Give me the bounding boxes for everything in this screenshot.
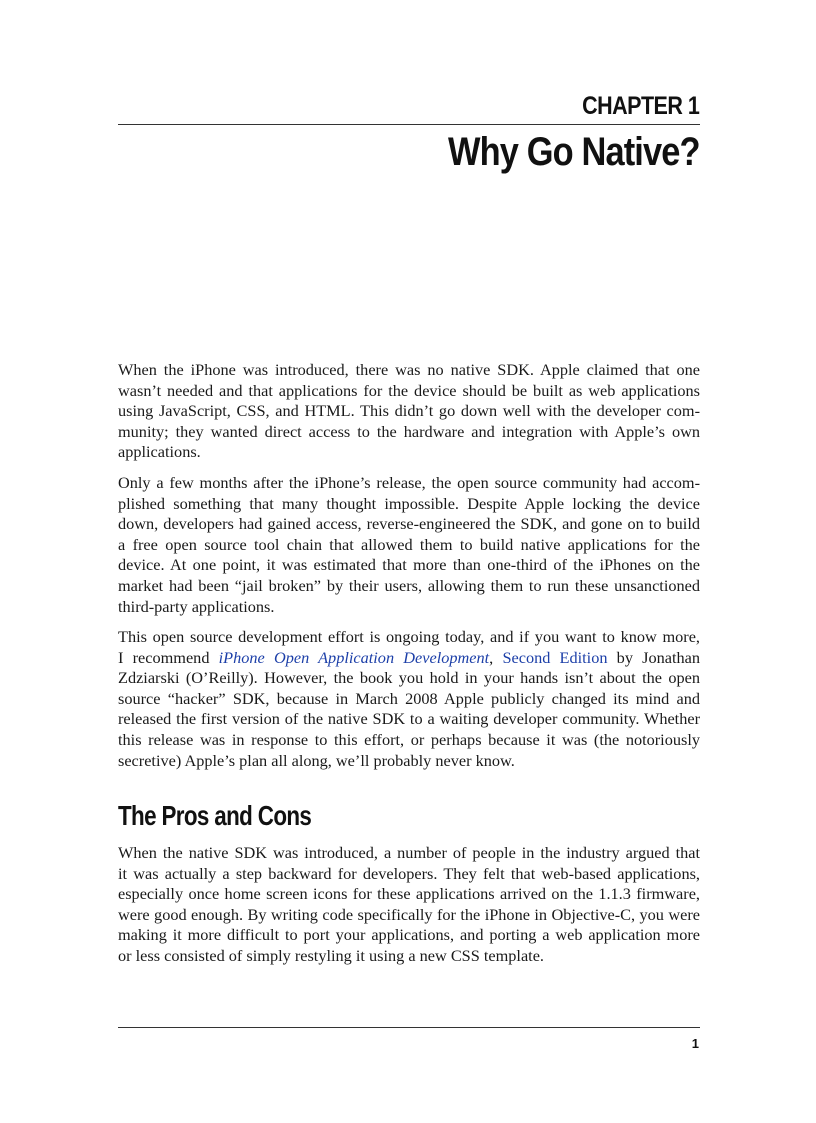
text-line: this release was in response to this effort, or perhaps because it was (the notoriously: [118, 729, 700, 749]
text-line: down, developers had gained access, reverse-engineered the SDK, and gone on to build: [118, 514, 700, 534]
text-line: This open source development effort is ongoing today, and if you want to know more,: [118, 627, 700, 646]
text-fragment: I recommend: [118, 647, 219, 667]
chapter-title: Why Go Native?: [448, 130, 700, 174]
text-line: third-party applications.: [118, 596, 275, 616]
section-heading: The Pros and Cons: [118, 800, 312, 831]
page-number: 1: [691, 1036, 699, 1051]
text-line: source “hacker” SDK, because in March 2008 Apple publicly changed its mind and: [118, 688, 700, 708]
paragraph-pros-cons: [118, 843, 700, 967]
text-line: it was actually a step backward for developers. They felt that web-based applications,: [118, 863, 700, 883]
text-line: making it more difficult to port your applications, and porting a web application more: [118, 925, 700, 945]
text-line: device. At one point, it was estimated that more than one-third of the iPhones on the: [118, 555, 700, 575]
book-title-link[interactable]: iPhone Open Application Development: [218, 647, 490, 667]
chapter-label: CHAPTER 1: [581, 92, 699, 120]
text-line: Only a few months after the iPhone’s release, the open source community had accom-: [118, 473, 700, 492]
text-line-with-links: [118, 648, 700, 669]
text-line: a free open source tool chain that allowed them to build native applications for the: [118, 534, 700, 554]
text-line: especially once home screen icons for these applications arrived on the 1.1.3 firmware,: [118, 884, 700, 904]
paragraph-recommendation: [118, 627, 700, 771]
text-fragment: by Jonathan: [607, 647, 701, 667]
chapter-rule: [118, 124, 700, 125]
text-line: When the native SDK was introduced, a number of people in the industry argued that: [118, 843, 700, 862]
footer-rule: [118, 1027, 700, 1028]
text-fragment: ,: [489, 647, 503, 667]
edition-link[interactable]: Second Edition: [502, 647, 608, 667]
text-line: released the first version of the native SDK to a waiting developer community. Whether: [118, 709, 700, 729]
text-line: When the iPhone was introduced, there was no native SDK. Apple claimed that one: [118, 360, 700, 379]
text-line: munity; they wanted direct access to the hardware and integration with Apple’s own: [118, 421, 700, 441]
text-line: Zdziarski (O’Reilly). However, the book you hold in your hands isn’t about the open: [118, 668, 700, 688]
paragraph-jailbreak: [118, 473, 700, 617]
text-line: using JavaScript, CSS, and HTML. This didn’t go down well with the developer com-: [118, 401, 700, 421]
paragraph-intro: [118, 360, 700, 463]
text-line: market had been “jail broken” by their users, allowing them to run these unsanctioned: [118, 575, 700, 595]
text-line: applications.: [118, 442, 201, 462]
text-line: plished something that many thought impossible. Despite Apple locking the device: [118, 493, 700, 513]
text-line: or less consisted of simply restyling it using a new CSS template.: [118, 945, 544, 965]
text-line: were good enough. By writing code specifically for the iPhone in Objective-C, you were: [118, 904, 700, 924]
text-line: secretive) Apple’s plan all along, we’ll probably never know.: [118, 750, 515, 770]
text-line: wasn’t needed and that applications for the device should be built as web applications: [118, 380, 700, 400]
